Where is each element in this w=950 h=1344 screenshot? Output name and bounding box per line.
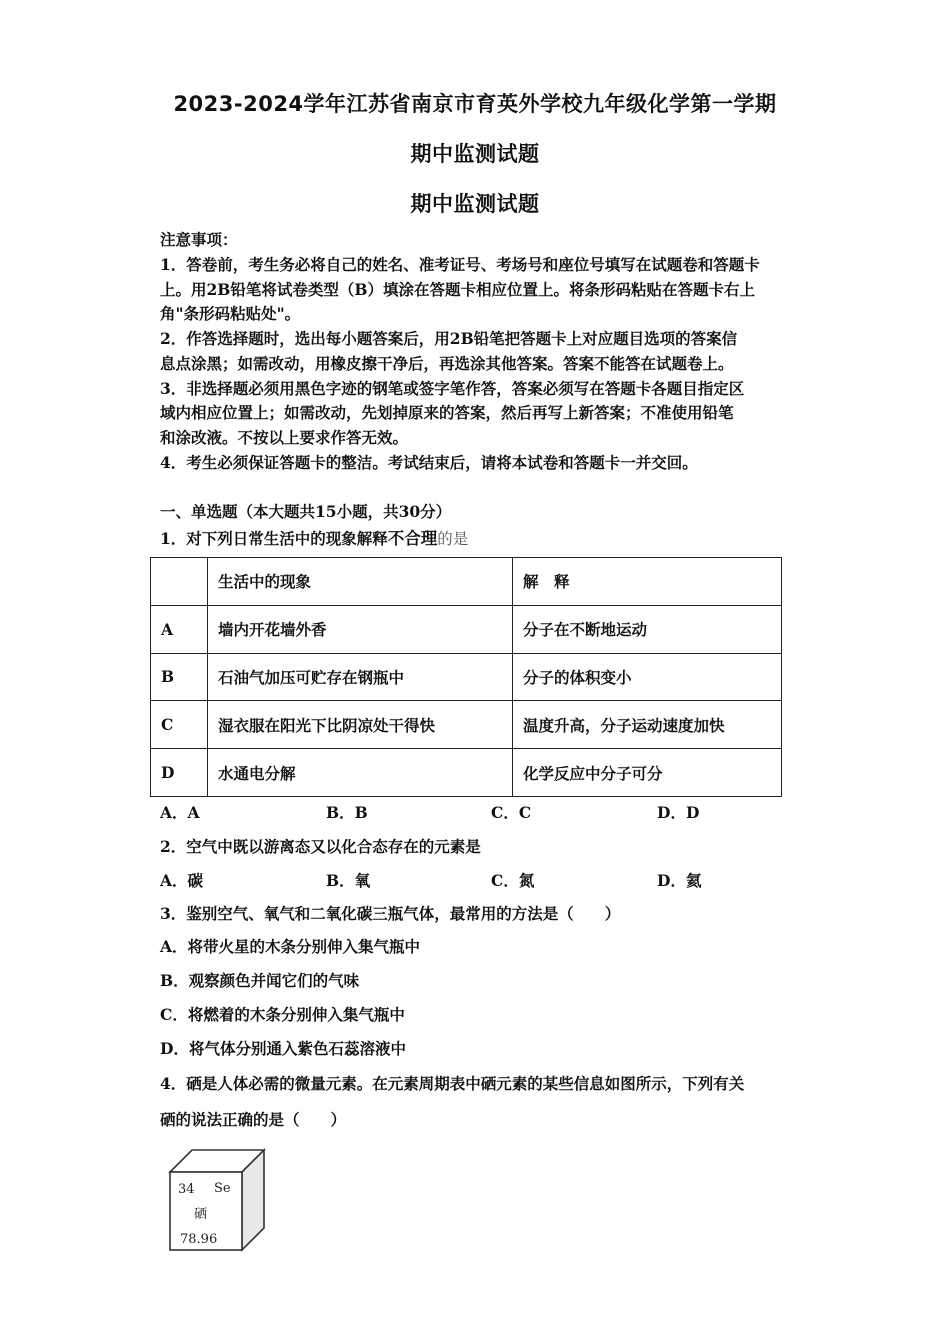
question-1-emphasis: 不合理 (387, 529, 438, 548)
option-a: A．将带火星的木条分别伸入集气瓶中 (160, 937, 421, 956)
exam-title-line2: 期中监测试题 (410, 142, 540, 166)
table-cell: D (151, 749, 208, 797)
notice-line: 域内相应位置上；如需改动，先划掉原来的答案，然后再写上新答案；不准使用铅笔 (160, 403, 734, 422)
question-3-stem: 3．鉴别空气、氧气和二氧化碳三瓶气体，最常用的方法是（ ） (160, 904, 621, 923)
table-row (151, 701, 782, 749)
table-header-cell: 解 释 (513, 558, 782, 606)
exam-title-line3: 期中监测试题 (410, 192, 540, 216)
table-cell: C (151, 701, 208, 749)
element-symbol: Se (214, 1181, 231, 1196)
option-c: C．将燃着的木条分别伸入集气瓶中 (160, 1005, 405, 1024)
option-b: B．氧 (326, 871, 371, 890)
notice-line: 息点涂黑；如需改动，用橡皮擦干净后，再选涂其他答案。答案不能答在试题卷上。 (160, 354, 734, 373)
table-cell: 湿衣服在阳光下比阴凉处干得快 (208, 701, 513, 749)
selenium-element-tile (164, 1146, 268, 1254)
table-header-cell: 生活中的现象 (208, 558, 513, 606)
notice-line: 和涂改液。不按以上要求作答无效。 (160, 428, 409, 447)
notice-line: 角"条形码粘贴处"。 (160, 304, 301, 323)
option-c: C．氮 (491, 871, 535, 890)
question-1-stem-part: 1．对下列日常生活中的现象解释 (160, 529, 388, 548)
option-a: A．碳 (160, 871, 204, 890)
option-d: D．氦 (657, 871, 702, 890)
option-b: B．B (326, 803, 368, 822)
option-d: D．将气体分别通入紫色石蕊溶液中 (160, 1039, 406, 1058)
question-1-table (150, 557, 782, 797)
option-d: D．D (657, 803, 700, 822)
section-heading: 一、单选题（本大题共15小题，共30分） (160, 502, 452, 521)
table-cell: 分子的体积变小 (513, 653, 782, 701)
element-name: 硒 (194, 1207, 208, 1222)
notice-heading: 注意事项： (160, 230, 238, 249)
notice-line: 3．非选择题必须用黑色字迹的钢笔或签字笔作答，答案必须写在答题卡各题目指定区 (160, 379, 745, 398)
notice-line: 2．作答选择题时，选出每小题答案后，用2B铅笔把答题卡上对应题目选项的答案信 (160, 329, 738, 348)
table-cell: 温度升高，分子运动速度加快 (513, 701, 782, 749)
option-c: C．C (491, 803, 532, 822)
table-cell: 水通电分解 (208, 749, 513, 797)
question-2-stem: 2．空气中既以游离态又以化合态存在的元素是 (160, 837, 481, 856)
question-4-stem-line1: 4．硒是人体必需的微量元素。在元素周期表中硒元素的某些信息如图所示，下列有关 (160, 1074, 745, 1093)
question-1-stem-part: 的是 (437, 530, 469, 548)
table-cell: A (151, 605, 208, 653)
notice-line: 上。用2B铅笔将试卷类型（B）填涂在答题卡相应位置上。将条形码粘贴在答题卡右上 (160, 280, 755, 299)
table-cell: B (151, 653, 208, 701)
table-header-row (151, 558, 782, 606)
question-4-stem-line2: 硒的说法正确的是（ ） (160, 1110, 347, 1129)
exam-title-line1: 2023-2024学年江苏省南京市育英外学校九年级化学第一学期 (173, 92, 777, 116)
atomic-number: 34 (178, 1182, 195, 1197)
table-row (151, 605, 782, 653)
element-tile-graphic (164, 1146, 268, 1254)
table-cell: 石油气加压可贮存在钢瓶中 (208, 653, 513, 701)
table-row (151, 653, 782, 701)
table-cell: 墙内开花墙外香 (208, 605, 513, 653)
table-cell: 分子在不断地运动 (513, 605, 782, 653)
table-row (151, 749, 782, 797)
option-a: A．A (160, 803, 200, 822)
table-cell (151, 558, 208, 606)
option-b: B．观察颜色并闻它们的气味 (160, 971, 360, 990)
atomic-mass: 78.96 (180, 1232, 218, 1247)
notice-line: 1．答卷前，考生务必将自己的姓名、准考证号、考场号和座位号填写在试题卷和答题卡 (160, 255, 760, 274)
question-1-stem (160, 525, 468, 549)
table-cell: 化学反应中分子可分 (513, 749, 782, 797)
notice-line: 4．考生必须保证答题卡的整洁。考试结束后，请将本试卷和答题卡一并交回。 (160, 453, 698, 472)
